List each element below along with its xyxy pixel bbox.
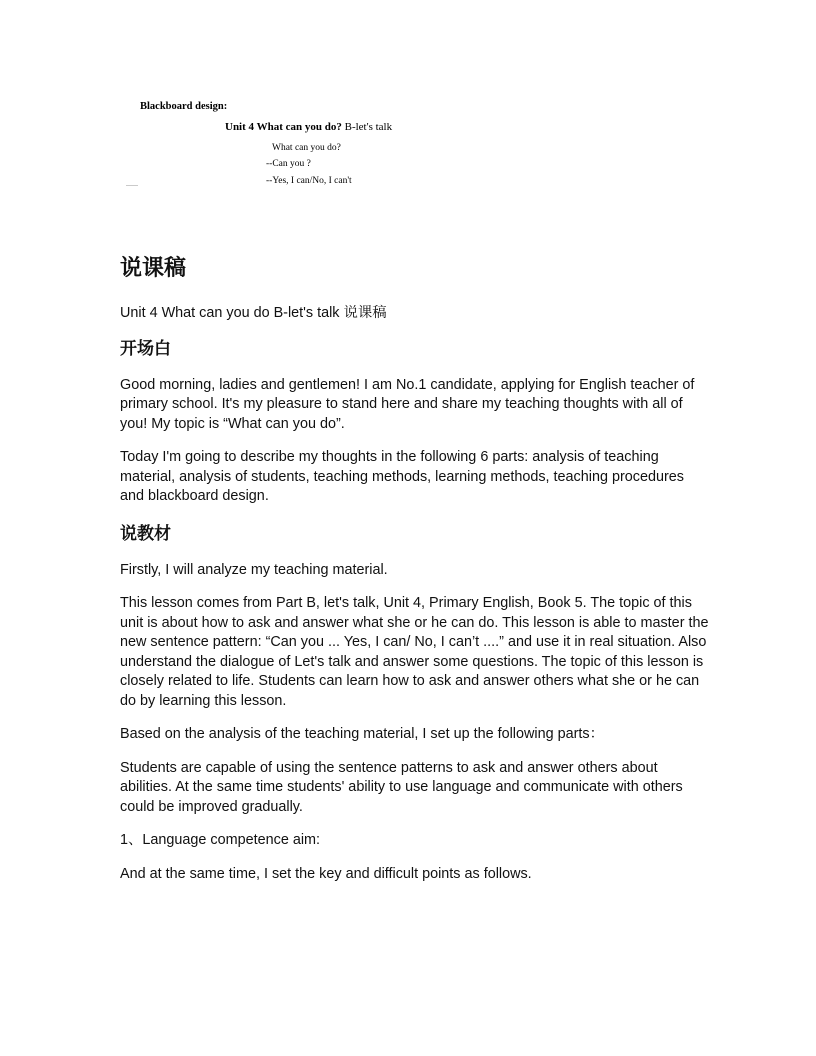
- blackboard-unit-bold: Unit 4 What can you do?: [225, 121, 342, 133]
- blackboard-dots: ......: [126, 179, 138, 188]
- document-title: 说课稿: [120, 256, 187, 281]
- paragraph: Students are capable of using the sentence patterns to ask and answer others about abilities. At the same time students' ability to use language and communicate with others could be improved gradually.: [120, 759, 683, 815]
- section-heading-opening: 开场白: [120, 338, 171, 359]
- blackboard-question: What can you do?: [272, 143, 341, 153]
- blackboard-title: Blackboard design:: [140, 101, 228, 112]
- paragraph: 1、Language competence aim:: [120, 832, 321, 848]
- section-heading-material: 说教材: [120, 523, 171, 544]
- paragraph: Based on the analysis of the teaching material, I set up the following parts：: [120, 726, 604, 742]
- paragraph: Firstly, I will analyze my teaching material.: [120, 561, 388, 578]
- paragraph: Good morning, ladies and gentlemen! I am No.1 candidate, applying for English teacher of primary school. It's my pleasure to stand here and share my teaching thoughts with all of you! My topic is “What can you do”.: [120, 376, 695, 432]
- blackboard-unit-line: [225, 121, 392, 133]
- paragraph: Today I'm going to describe my thoughts in the following 6 parts: analysis of teaching material, analysis of students, teaching methods, learning methods, teaching procedures and blackboard design.: [120, 449, 684, 504]
- paragraph: And at the same time, I set the key and difficult points as follows.: [120, 865, 532, 882]
- document-subtitle: Unit 4 What can you do B-let's talk 说课稿: [120, 305, 387, 321]
- paragraph: This lesson comes from Part B, let's talk, Unit 4, Primary English, Book 5. The topic of this unit is about how to ask and answer what she or he can do. This lesson is able to master the new sentence pattern: “Can you ... Yes, I can/ No, I can’t ....” and use it in real situation. Also understand the dialogue of Let's talk and answer some questions. The topic of this lesson is closely related to life. Students can learn how to ask and answer others what she or he can do by learning this lesson.: [120, 595, 709, 709]
- blackboard-design-image: [120, 95, 420, 200]
- document-body: [120, 252, 710, 898]
- blackboard-line-1: --Can you ?: [266, 159, 311, 169]
- blackboard-line-2: --Yes, I can/No, I can't: [266, 176, 352, 186]
- blackboard-unit-rest: B-let's talk: [341, 121, 393, 133]
